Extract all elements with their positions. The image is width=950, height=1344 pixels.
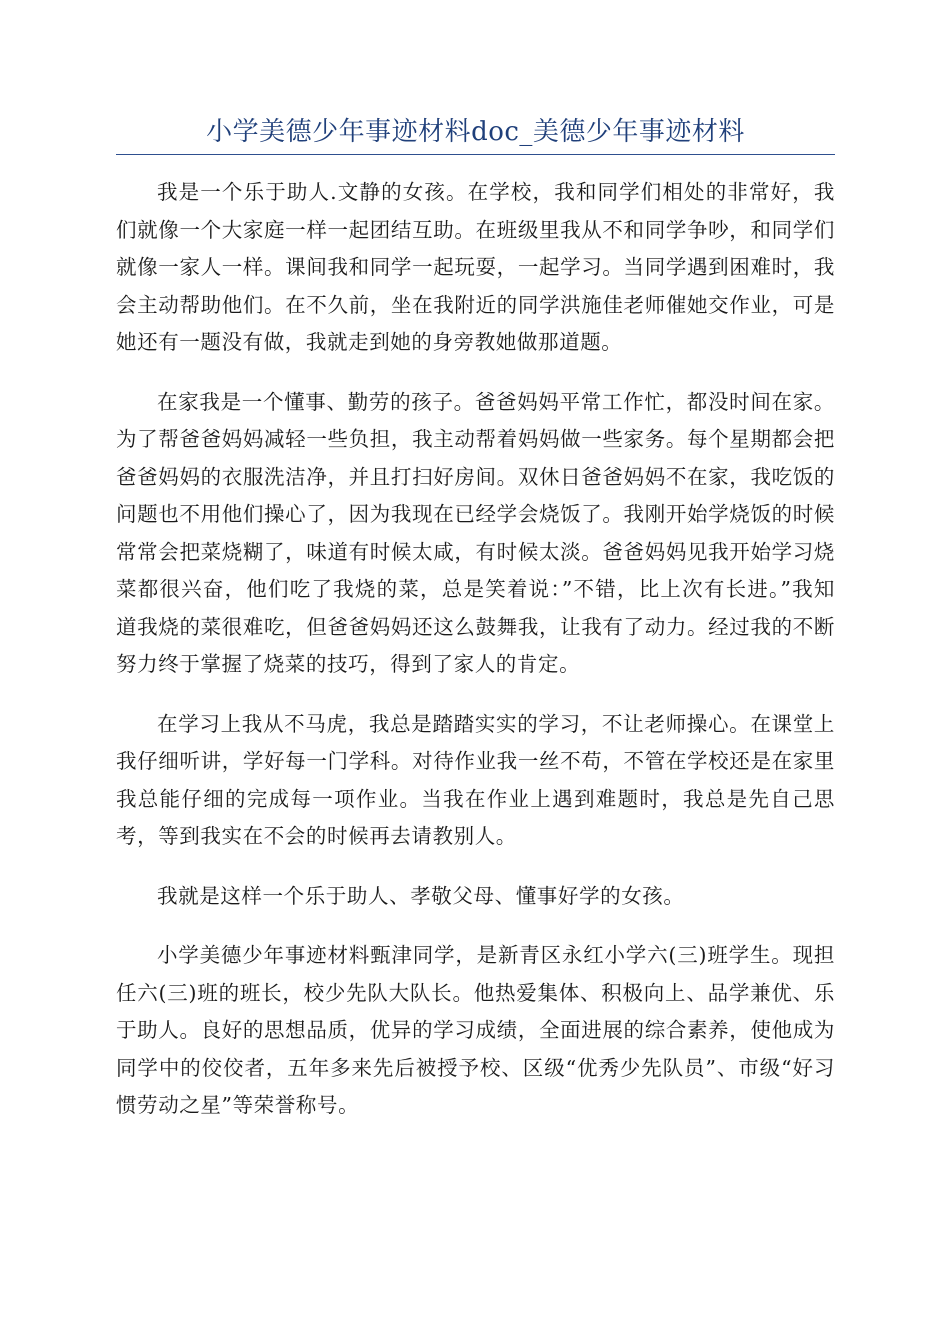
paragraph-1: 我是一个乐于助人.文静的女孩。在学校，我和同学们相处的非常好，我们就像一个大家庭一样一起团结互助。在班级里我从不和同学争吵，和同学们就像一家人一样。课间我和同学一起玩耍，一起学习。当同学遇到困难时，我会主动帮助他们。在不久前，坐在我附近的同学洪施佳老师催她交作业，可是她还有一题没有做，我就走到她的身旁教她做那道题。	[116, 180, 835, 354]
document-body	[116, 174, 835, 1147]
paragraph-2: 在家我是一个懂事、勤劳的孩子。爸爸妈妈平常工作忙，都没时间在家。为了帮爸爸妈妈减轻一些负担，我主动帮着妈妈做一些家务。每个星期都会把爸爸妈妈的衣服洗洁净，并且打扫好房间。双休日爸爸妈妈不在家，我吃饭的问题也不用他们操心了，因为我现在已经学会烧饭了。我刚开始学烧饭的时候常常会把菜烧糊了，味道有时候太咸，有时候太淡。爸爸妈妈见我开始学习烧菜都很兴奋，他们吃了我烧的菜，总是笑着说：”不错，比上次有长进。”我知道我烧的菜很难吃，但爸爸妈妈还这么鼓舞我，让我有了动力。经过我的不断努力终于掌握了烧菜的技巧，得到了家人的肯定。	[116, 389, 835, 676]
paragraph-4: 我就是这样一个乐于助人、孝敬父母、懂事好学的女孩。	[157, 883, 685, 908]
title-underline	[116, 154, 835, 155]
paragraph-3: 在学习上我从不马虎，我总是踏踏实实的学习，不让老师操心。在课堂上我仔细听讲，学好每一门学科。对待作业我一丝不苟，不管在学校还是在家里我总能仔细的完成每一项作业。当我在作业上遇到难题时，我总是先自己思考，等到我实在不会的时候再去请教别人。	[116, 711, 835, 848]
paragraph-5: 小学美德少年事迹材料甄津同学，是新青区永红小学六(三)班学生。现担任六(三)班的班长，校少先队大队长。他热爱集体、积极向上、品学兼优、乐于助人。良好的思想品质，优异的学习成绩，全面进展的综合素养，使他成为同学中的佼佼者，五年多来先后被授予校、区级“优秀少先队员”、市级“好习惯劳动之星”等荣誉称号。	[116, 943, 835, 1117]
document-title: 小学美德少年事迹材料doc_美德少年事迹材料	[206, 117, 745, 147]
